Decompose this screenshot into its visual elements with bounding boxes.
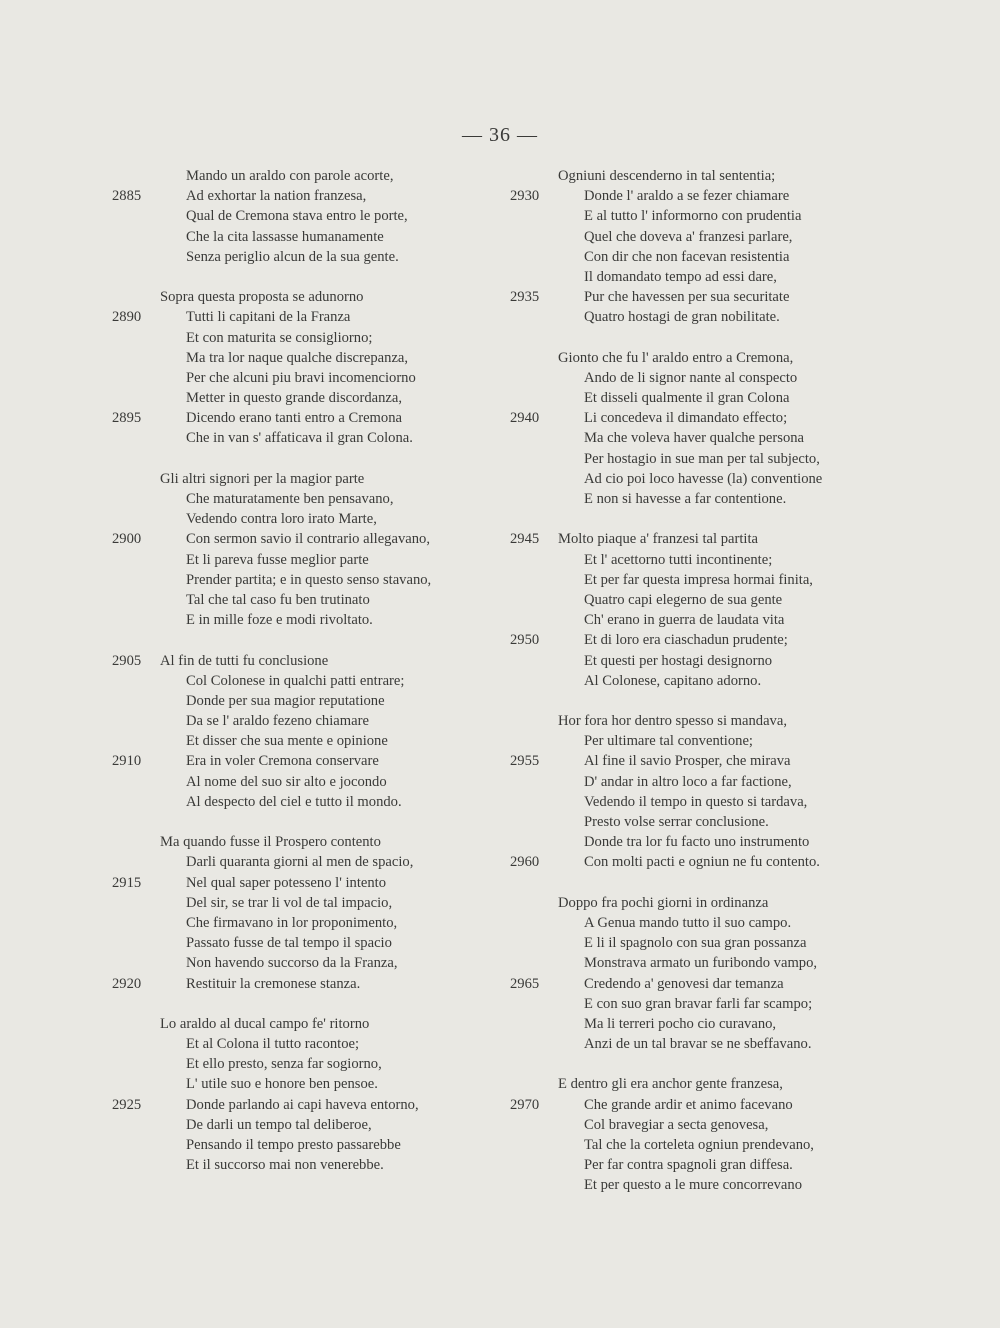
verse-text: Ma tra lor naque qualche discrepanza, xyxy=(186,349,409,366)
verse-text: Del sir, se trar li vol de tal impacio, xyxy=(186,894,393,911)
verse-text: Al Colonese, capitano adorno. xyxy=(584,672,762,689)
verse-text: Al despecto del ciel e tutto il mondo. xyxy=(186,793,402,810)
verse-text: Che in van s' affaticava il gran Colona. xyxy=(186,430,413,447)
line-number: 2960 xyxy=(510,854,540,871)
line-number: 2930 xyxy=(510,188,540,205)
verse-text: Darli quaranta giorni al men de spacio, xyxy=(186,854,414,871)
verse-text: Monstrava armato un furibondo vampo, xyxy=(584,955,818,972)
verse-text: E li il spagnolo con sua gran possanza xyxy=(584,935,807,952)
verse-text: Con dir che non facevan resistentia xyxy=(584,248,790,265)
verse-text: Et disser che sua mente e opinione xyxy=(186,733,388,750)
verse-line xyxy=(510,247,890,267)
verse-line xyxy=(510,610,890,630)
line-number: 2890 xyxy=(112,309,142,326)
verse-line xyxy=(510,1175,890,1195)
verse-line xyxy=(510,590,890,610)
verse-text: Tutti li capitani de la Franza xyxy=(186,309,351,326)
verse-text: Restituir la cremonese stanza. xyxy=(186,975,361,992)
verse-line xyxy=(112,529,482,549)
line-number: 2920 xyxy=(112,975,142,992)
verse-line xyxy=(510,368,890,388)
verse-line xyxy=(112,388,482,408)
verse-line xyxy=(510,186,890,206)
verse-text: Presto volse serrar conclusione. xyxy=(584,814,769,830)
verse-line xyxy=(112,691,482,711)
verse-line xyxy=(510,1034,890,1054)
verse-line xyxy=(112,772,482,792)
verse-text: Et di loro era ciaschadun prudente; xyxy=(584,632,788,649)
line-number: 2945 xyxy=(510,531,540,548)
verse-text: Ma che voleva haver qualche persona xyxy=(584,430,805,447)
verse-text: Al fin de tutti fu conclusione xyxy=(160,652,329,669)
verse-line xyxy=(510,469,890,489)
verse-line xyxy=(112,792,482,812)
verse-line xyxy=(510,1014,890,1034)
verse-text: Sopra questa proposta se adunorno xyxy=(160,289,364,306)
verse-text: Lo araldo al ducal campo fe' ritorno xyxy=(160,1015,370,1032)
verse-text: Da se l' araldo fezeno chiamare xyxy=(186,713,369,730)
verse-line xyxy=(510,388,890,408)
verse-text: Per che alcuni piu bravi incomenciorno xyxy=(186,369,416,386)
verse-line xyxy=(510,933,890,953)
verse-text: Et il succorso mai non venerebbe. xyxy=(186,1157,384,1174)
stanza xyxy=(112,469,482,631)
line-number: 2955 xyxy=(510,753,540,770)
verse-text: De darli un tempo tal deliberoe, xyxy=(186,1116,372,1133)
stanza xyxy=(510,166,890,328)
page-number: — 36 — xyxy=(462,124,538,146)
line-number: 2900 xyxy=(112,531,142,548)
verse-text: Non havendo succorso da la Franza, xyxy=(186,955,398,972)
stanza xyxy=(112,832,482,994)
verse-line xyxy=(112,247,482,267)
verse-line xyxy=(510,449,890,469)
stanza xyxy=(510,348,890,510)
verse-text: Anzi de un tal bravar se ne sbeffavano. xyxy=(584,1036,812,1053)
line-number: 2915 xyxy=(112,874,142,891)
verse-text: Metter in questo grande discordanza, xyxy=(186,390,402,407)
verse-text: Senza periglio alcun de la sua gente. xyxy=(186,248,399,265)
verse-text: Hor fora hor dentro spesso si mandava, xyxy=(558,713,787,730)
verse-line xyxy=(112,186,482,206)
verse-line xyxy=(510,893,890,913)
verse-text: Ch' erano in guerra de laudata vita xyxy=(584,612,785,629)
verse-line xyxy=(112,206,482,226)
verse-text: Gli altri signori per la magior parte xyxy=(160,470,365,487)
verse-text: Pensando il tempo presto passarebbe xyxy=(186,1137,401,1153)
verse-line xyxy=(510,1095,890,1115)
verse-line xyxy=(510,772,890,792)
verse-text: Ma quando fusse il Prospero contento xyxy=(160,834,381,851)
line-number: 2965 xyxy=(510,975,540,992)
verse-line xyxy=(510,428,890,448)
verse-line xyxy=(510,731,890,751)
verse-text: L' utile suo e honore ben pensoe. xyxy=(186,1076,378,1093)
verse-text: Et disseli qualmente il gran Colona xyxy=(584,390,790,407)
verse-line xyxy=(510,267,890,287)
verse-line xyxy=(112,287,482,307)
line-number: 2885 xyxy=(112,188,142,205)
verse-line xyxy=(112,731,482,751)
verse-line xyxy=(112,873,482,893)
verse-line xyxy=(510,792,890,812)
verse-line xyxy=(510,812,890,832)
verse-text: Dicendo erano tanti entro a Cremona xyxy=(186,410,402,427)
stanza xyxy=(112,1014,482,1176)
verse-line xyxy=(112,368,482,388)
verse-line xyxy=(112,1014,482,1034)
verse-line xyxy=(112,590,482,610)
verse-text: Che firmavano in lor proponimento, xyxy=(186,914,398,931)
verse-text: Et li pareva fusse meglior parte xyxy=(186,551,369,568)
verse-line xyxy=(112,227,482,247)
verse-line xyxy=(112,509,482,529)
verse-text: E dentro gli era anchor gente franzesa, xyxy=(558,1076,783,1093)
verse-text: Col bravegiar a secta genovesa, xyxy=(584,1116,769,1133)
verse-text: Era in voler Cremona conservare xyxy=(186,753,379,770)
verse-line xyxy=(510,529,890,549)
verse-text: Che grande ardir et animo facevano xyxy=(584,1096,793,1113)
verse-text: Vedendo il tempo in questo si tardava, xyxy=(584,793,808,810)
line-number: 2950 xyxy=(510,632,540,649)
verse-line xyxy=(510,550,890,570)
verse-text: Molto piaque a' franzesi tal partita xyxy=(558,531,758,548)
verse-text: Quel che doveva a' franzesi parlare, xyxy=(584,228,793,245)
verse-line xyxy=(112,751,482,771)
verse-line xyxy=(112,1135,482,1155)
verse-line xyxy=(510,832,890,852)
verse-text: Per hostagio in sue man per tal subjecto, xyxy=(584,450,820,467)
verse-text: Mando un araldo con parole acorte, xyxy=(186,168,394,184)
verse-text: D' andar in altro loco a far factione, xyxy=(584,773,792,790)
verse-text: Quatro hostagi de gran nobilitate. xyxy=(584,309,780,326)
verse-text: Et l' acettorno tutti incontinente; xyxy=(584,551,773,568)
verse-text: Qual de Cremona stava entro le porte, xyxy=(186,208,408,225)
verse-text: E non si havesse a far contentione. xyxy=(584,491,787,507)
verse-text: Al nome del suo sir alto e jocondo xyxy=(186,773,387,790)
verse-text: Vedendo contra loro irato Marte, xyxy=(186,511,377,528)
stanza xyxy=(510,529,890,691)
verse-line xyxy=(112,469,482,489)
verse-text: Ogniuni descenderno in tal sententia; xyxy=(558,168,776,184)
line-number: 2935 xyxy=(510,289,540,306)
verse-text: Al fine il savio Prosper, che mirava xyxy=(584,753,791,770)
verse-text: Tal che tal caso fu ben trutinato xyxy=(186,591,370,608)
verse-line xyxy=(112,1074,482,1094)
poem-column-right xyxy=(510,166,890,1216)
verse-line xyxy=(510,1074,890,1094)
verse-line xyxy=(112,307,482,327)
verse-text: Per ultimare tal conventione; xyxy=(584,733,753,750)
verse-text: Et ello presto, senza far sogiorno, xyxy=(186,1056,382,1073)
verse-text: Con molti pacti e ogniun ne fu contento. xyxy=(584,854,820,871)
verse-text: Pur che havessen per sua securitate xyxy=(584,289,790,306)
stanza xyxy=(510,711,890,873)
verse-text: Credendo a' genovesi dar temanza xyxy=(584,975,784,992)
verse-text: Ad exhortar la nation franzesa, xyxy=(186,188,367,205)
verse-line xyxy=(112,570,482,590)
verse-text: Donde per sua magior reputatione xyxy=(186,692,385,709)
verse-text: Per far contra spagnoli gran diffesa. xyxy=(584,1157,793,1174)
line-number: 2895 xyxy=(112,410,142,427)
verse-text: E in mille foze e modi rivoltato. xyxy=(186,612,373,629)
verse-line xyxy=(510,994,890,1014)
verse-line xyxy=(112,550,482,570)
verse-text: Che maturatamente ben pensavano, xyxy=(186,491,394,507)
verse-line xyxy=(510,852,890,872)
verse-line xyxy=(112,1155,482,1175)
verse-text: Donde parlando ai capi haveva entorno, xyxy=(186,1096,419,1113)
verse-line xyxy=(112,166,482,186)
verse-text: Il domandato tempo ad essi dare, xyxy=(584,268,777,285)
verse-line xyxy=(510,408,890,428)
verse-line xyxy=(510,206,890,226)
verse-text: A Genua mando tutto il suo campo. xyxy=(584,914,792,931)
verse-text: Con sermon savio il contrario allegavano, xyxy=(186,531,430,548)
verse-line xyxy=(112,1034,482,1054)
verse-text: Donde tra lor fu facto uno instrumento xyxy=(584,834,810,851)
verse-text: Nel qual saper potesseno l' intento xyxy=(186,874,387,891)
poem-column-left xyxy=(112,166,482,1196)
verse-line xyxy=(112,974,482,994)
line-number: 2940 xyxy=(510,410,540,427)
verse-text: Tal che la corteleta ogniun prendevano, xyxy=(584,1137,814,1153)
verse-line xyxy=(112,933,482,953)
verse-line xyxy=(112,408,482,428)
line-number: 2970 xyxy=(510,1096,540,1113)
verse-text: Passato fusse de tal tempo il spacio xyxy=(186,935,392,952)
verse-line xyxy=(112,1115,482,1135)
verse-line xyxy=(112,348,482,368)
verse-line xyxy=(510,1155,890,1175)
verse-line xyxy=(510,751,890,771)
line-number: 2925 xyxy=(112,1096,142,1113)
verse-line xyxy=(510,913,890,933)
verse-line xyxy=(112,1054,482,1074)
verse-line xyxy=(510,570,890,590)
verse-line xyxy=(112,913,482,933)
verse-line xyxy=(510,1135,890,1155)
verse-text: Quatro capi elegerno de sua gente xyxy=(584,591,783,608)
stanza xyxy=(112,651,482,813)
verse-text: Et con maturita se consigliorno; xyxy=(186,329,373,346)
verse-text: Et questi per hostagi designorno xyxy=(584,652,773,669)
verse-line xyxy=(112,1095,482,1115)
verse-line xyxy=(112,832,482,852)
verse-text: Et al Colona il tutto racontoe; xyxy=(186,1036,360,1053)
verse-text: Gionto che fu l' araldo entro a Cremona, xyxy=(558,349,794,366)
verse-line xyxy=(112,953,482,973)
verse-text: E con suo gran bravar farli far scampo; xyxy=(584,995,813,1012)
verse-line xyxy=(112,610,482,630)
verse-line xyxy=(112,328,482,348)
verse-line xyxy=(510,227,890,247)
stanza xyxy=(112,287,482,449)
verse-text: Col Colonese in qualchi patti entrare; xyxy=(186,672,405,689)
verse-text: Ma li terreri pocho cio curavano, xyxy=(584,1015,777,1032)
verse-line xyxy=(510,1115,890,1135)
verse-text: Donde l' araldo a se fezer chiamare xyxy=(584,188,790,205)
verse-text: Prender partita; e in questo senso stavano, xyxy=(186,571,432,588)
verse-line xyxy=(510,953,890,973)
verse-line xyxy=(112,852,482,872)
verse-text: Che la cita lassasse humanamente xyxy=(186,228,384,245)
verse-line xyxy=(112,489,482,509)
verse-text: Li concedeva il dimandato effecto; xyxy=(584,410,788,427)
verse-line xyxy=(510,651,890,671)
verse-text: Ando de li signor nante al conspecto xyxy=(584,369,798,386)
verse-line xyxy=(510,348,890,368)
stanza xyxy=(112,166,482,267)
verse-line xyxy=(112,428,482,448)
verse-line xyxy=(112,651,482,671)
verse-line xyxy=(510,974,890,994)
verse-line xyxy=(112,711,482,731)
stanza xyxy=(510,1074,890,1195)
verse-line xyxy=(510,671,890,691)
verse-text: E al tutto l' informorno con prudentia xyxy=(584,208,802,225)
verse-text: Ad cio poi loco havesse (la) conventione xyxy=(584,470,823,487)
verse-line xyxy=(510,166,890,186)
verse-line xyxy=(510,711,890,731)
verse-text: Doppo fra pochi giorni in ordinanza xyxy=(558,894,769,911)
verse-line xyxy=(112,893,482,913)
line-number: 2910 xyxy=(112,753,142,770)
line-number: 2905 xyxy=(112,652,142,669)
verse-text: Et per far questa impresa hormai finita, xyxy=(584,571,813,588)
verse-line xyxy=(510,630,890,650)
verse-line xyxy=(112,671,482,691)
verse-text: Et per questo a le mure concorrevano xyxy=(584,1177,803,1194)
verse-line xyxy=(510,287,890,307)
stanza xyxy=(510,893,890,1055)
verse-line xyxy=(510,307,890,327)
verse-line xyxy=(510,489,890,509)
